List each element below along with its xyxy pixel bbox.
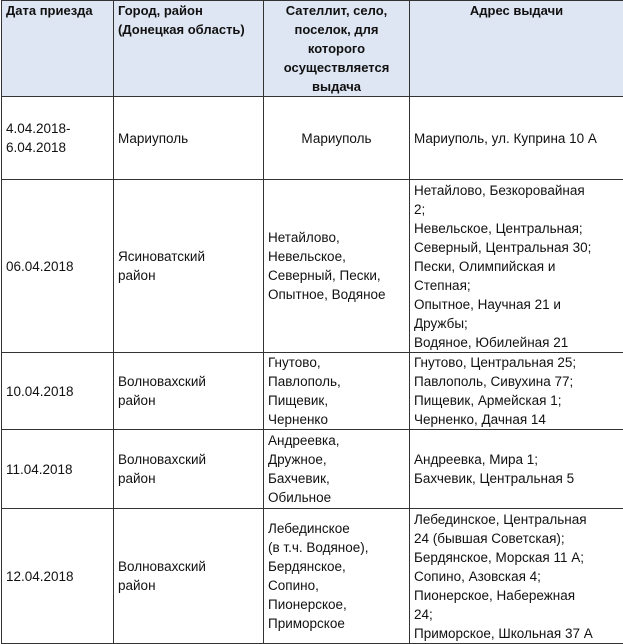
cell-line: Волноваxский	[118, 450, 259, 469]
cell-line: Нетайлово, Безкоровайная	[414, 181, 619, 200]
cell-line: район	[118, 391, 259, 410]
cell-line: Обильное	[268, 488, 405, 507]
cell-line: Бахчевик, Центральная 5	[414, 469, 619, 488]
cell-line: Пески, Олимпийская и	[414, 257, 619, 276]
cell-settlement	[264, 97, 410, 180]
cell-line: Павлополь,	[268, 372, 405, 391]
cell-line: 12.04.2018	[6, 567, 109, 586]
cell-date	[2, 180, 114, 353]
cell-line: Волновахский	[118, 557, 259, 576]
cell-address	[410, 353, 623, 430]
cell-line: Сопино, Азовская 4;	[414, 567, 619, 586]
cell-line: Гнутово,	[268, 353, 405, 372]
cell-city	[114, 180, 264, 353]
cell-line: Водяное, Юбилейная 21	[414, 333, 619, 352]
cell-line: 10.04.2018	[6, 382, 109, 401]
cell-line: Лебединское, Центральная	[414, 510, 619, 529]
cell-line: 2;	[414, 200, 619, 219]
cell-settlement	[264, 509, 410, 644]
cell-line: Павлополь, Сивухина 77;	[414, 372, 619, 391]
cell-date	[2, 430, 114, 509]
cell-line: Черненко	[268, 410, 405, 429]
cell-line: Мариуполь	[118, 129, 259, 148]
cell-line: 6.04.2018	[6, 138, 109, 157]
cell-line: район	[118, 266, 259, 285]
cell-date	[2, 97, 114, 180]
cell-line: Волновахский	[118, 372, 259, 391]
cell-line: Дружбы;	[414, 314, 619, 333]
cell-line: Пищевик,	[268, 391, 405, 410]
cell-line: Северный, Центральная 30;	[414, 238, 619, 257]
header-city: Город, район (Донецкая область)	[114, 1, 264, 97]
header-date: Дата приезда	[2, 1, 114, 97]
header-settlement: Сателлит, село, поселок, для которого осуществляется выдача	[264, 1, 410, 97]
cell-date	[2, 509, 114, 644]
header-row	[2, 1, 623, 97]
table-row	[2, 180, 623, 353]
cell-settlement	[264, 430, 410, 509]
cell-line: (в т.ч. Водяное),	[268, 538, 405, 557]
schedule-table	[1, 0, 623, 644]
cell-line: Пищевик, Армейская 1;	[414, 391, 619, 410]
cell-line: Черненко, Дачная 14	[414, 410, 619, 429]
cell-line: Бердянское, Морская 11 А;	[414, 548, 619, 567]
cell-line: Мариуполь, ул. Куприна 10 А	[414, 129, 619, 148]
cell-line: Северный, Пески,	[268, 266, 405, 285]
cell-line: Опытное, Водяное	[268, 285, 405, 304]
cell-line: Лебединское	[268, 519, 405, 538]
cell-line: Гнутово, Центральная 25;	[414, 353, 619, 372]
table-row	[2, 97, 623, 180]
cell-line: Дружное,	[268, 450, 405, 469]
cell-address	[410, 180, 623, 353]
cell-line: Андреевка,	[268, 431, 405, 450]
table-row	[2, 353, 623, 430]
cell-line: Мариуполь	[268, 129, 405, 148]
table-body	[2, 97, 623, 644]
cell-line: Андреевка, Мира 1;	[414, 450, 619, 469]
cell-line: Степная;	[414, 276, 619, 295]
schedule-sheet	[1, 0, 623, 644]
cell-line: Сопино,	[268, 576, 405, 595]
table-row	[2, 430, 623, 509]
cell-line: Приморское, Школьная 37 А	[414, 624, 619, 643]
cell-address	[410, 430, 623, 509]
header-address: Адрес выдачи	[410, 1, 623, 97]
cell-line: Ясиноватский	[118, 247, 259, 266]
cell-line: Приморское	[268, 614, 405, 633]
cell-line: Невельское, Центральная;	[414, 219, 619, 238]
cell-address	[410, 509, 623, 644]
cell-address	[410, 97, 623, 180]
cell-date	[2, 353, 114, 430]
cell-line: район	[118, 469, 259, 488]
cell-city	[114, 430, 264, 509]
table-row	[2, 509, 623, 644]
cell-line: 4.04.2018-	[6, 119, 109, 138]
cell-line: район	[118, 576, 259, 595]
cell-line: 24;	[414, 605, 619, 624]
cell-line: Бахчевик,	[268, 469, 405, 488]
cell-city	[114, 97, 264, 180]
cell-line: Нетайлово,	[268, 228, 405, 247]
cell-line: 24 (бывшая Советская);	[414, 529, 619, 548]
cell-line: 11.04.2018	[6, 460, 109, 479]
cell-settlement	[264, 353, 410, 430]
cell-line: Невельское,	[268, 247, 405, 266]
cell-line: Бердянское,	[268, 557, 405, 576]
cell-line: Пионерское,	[268, 595, 405, 614]
cell-city	[114, 509, 264, 644]
cell-line: 06.04.2018	[6, 257, 109, 276]
cell-settlement	[264, 180, 410, 353]
cell-line: Опытное, Научная 21 и	[414, 295, 619, 314]
cell-line: Пионерское, Набережная	[414, 586, 619, 605]
cell-city	[114, 353, 264, 430]
